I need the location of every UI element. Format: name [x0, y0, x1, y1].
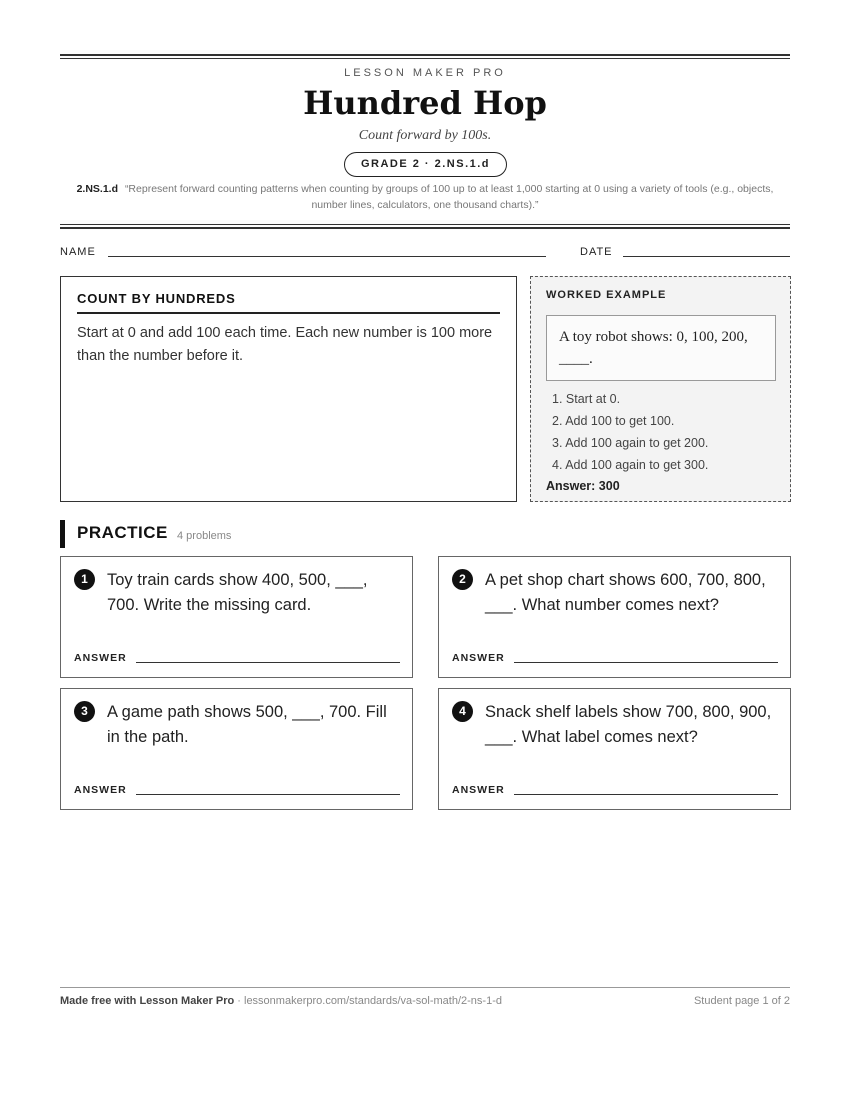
lesson-text: Start at 0 and add 100 each time. Each new number is 100 more than the number before it. [77, 325, 493, 364]
footer-rule [60, 987, 790, 988]
problem-text: Snack shelf labels show 700, 800, 900, ___. What label comes next? [485, 703, 772, 746]
worked-example-step: 2. Add 100 to get 100. [552, 414, 675, 428]
lesson-heading: COUNT BY HUNDREDS [77, 291, 500, 314]
problem-card-1 [60, 556, 413, 678]
date-label: DATE [580, 246, 613, 258]
grade-badge: GRADE 2 · 2.NS.1.d [344, 152, 507, 177]
worked-example-step: 1. Start at 0. [552, 392, 621, 406]
lesson-box [60, 276, 517, 502]
page-subtitle: Count forward by 100s. [358, 128, 492, 143]
footer-made-with: Made free with Lesson Maker Pro [60, 995, 235, 1007]
name-field[interactable] [108, 256, 546, 257]
brand-name: LESSON MAKER PRO [344, 67, 506, 79]
problem-text: Toy train cards show 400, 500, ___, 700. Write the missing card. [107, 571, 368, 614]
standard-description [64, 181, 786, 213]
problem-card-4 [438, 688, 791, 810]
worked-example-box [530, 276, 791, 502]
worked-example-steps [546, 388, 775, 476]
standard-text: “Represent forward counting patterns when counting by groups of 100 up to at least 1,000 starting at 0 using a variety of tools (e.g., objects, number lines, calculators, one thousand charts).” [124, 183, 774, 211]
worked-example-step: 4. Add 100 again to get 300. [552, 458, 709, 472]
practice-title: PRACTICE [77, 523, 168, 542]
header-bottom-rule [60, 224, 790, 229]
problem-number-badge: 3 [74, 701, 95, 722]
worked-example-step: 3. Add 100 again to get 200. [552, 436, 709, 450]
problem-number-badge: 1 [74, 569, 95, 590]
page-title: Hundred Hop [303, 84, 547, 122]
problem-card-2 [438, 556, 791, 678]
problem-card-3 [60, 688, 413, 810]
answer-label: ANSWER [452, 652, 505, 664]
answer-field[interactable] [136, 794, 400, 795]
name-label: NAME [60, 246, 96, 258]
answer-field[interactable] [514, 794, 778, 795]
problem-text: A game path shows 500, ___, 700. Fill in the path. [107, 703, 387, 746]
worked-example-prompt: A toy robot shows: 0, 100, 200, ____. [546, 315, 776, 381]
problem-text: A pet shop chart shows 600, 700, 800, ___. What number comes next? [485, 571, 766, 614]
problem-number-badge: 4 [452, 701, 473, 722]
answer-label: ANSWER [452, 784, 505, 796]
practice-count: 4 problems [177, 530, 232, 542]
answer-field[interactable] [514, 662, 778, 663]
standard-code: 2.NS.1.d [76, 183, 119, 195]
worked-example-answer: Answer: 300 [546, 479, 620, 493]
date-field[interactable] [623, 256, 790, 257]
answer-label: ANSWER [74, 652, 127, 664]
answer-field[interactable] [136, 662, 400, 663]
footer-page-number: Student page 1 of 2 [693, 995, 790, 1007]
worked-example-heading: WORKED EXAMPLE [546, 289, 667, 301]
header-top-rule [60, 54, 790, 59]
practice-accent-bar [60, 520, 65, 548]
footer-separator: · [234, 995, 244, 1007]
answer-label: ANSWER [74, 784, 127, 796]
footer-credit [60, 995, 502, 1007]
footer-url[interactable]: lessonmakerpro.com/standards/va-sol-math/2-ns-1-d [244, 995, 502, 1007]
problem-number-badge: 2 [452, 569, 473, 590]
